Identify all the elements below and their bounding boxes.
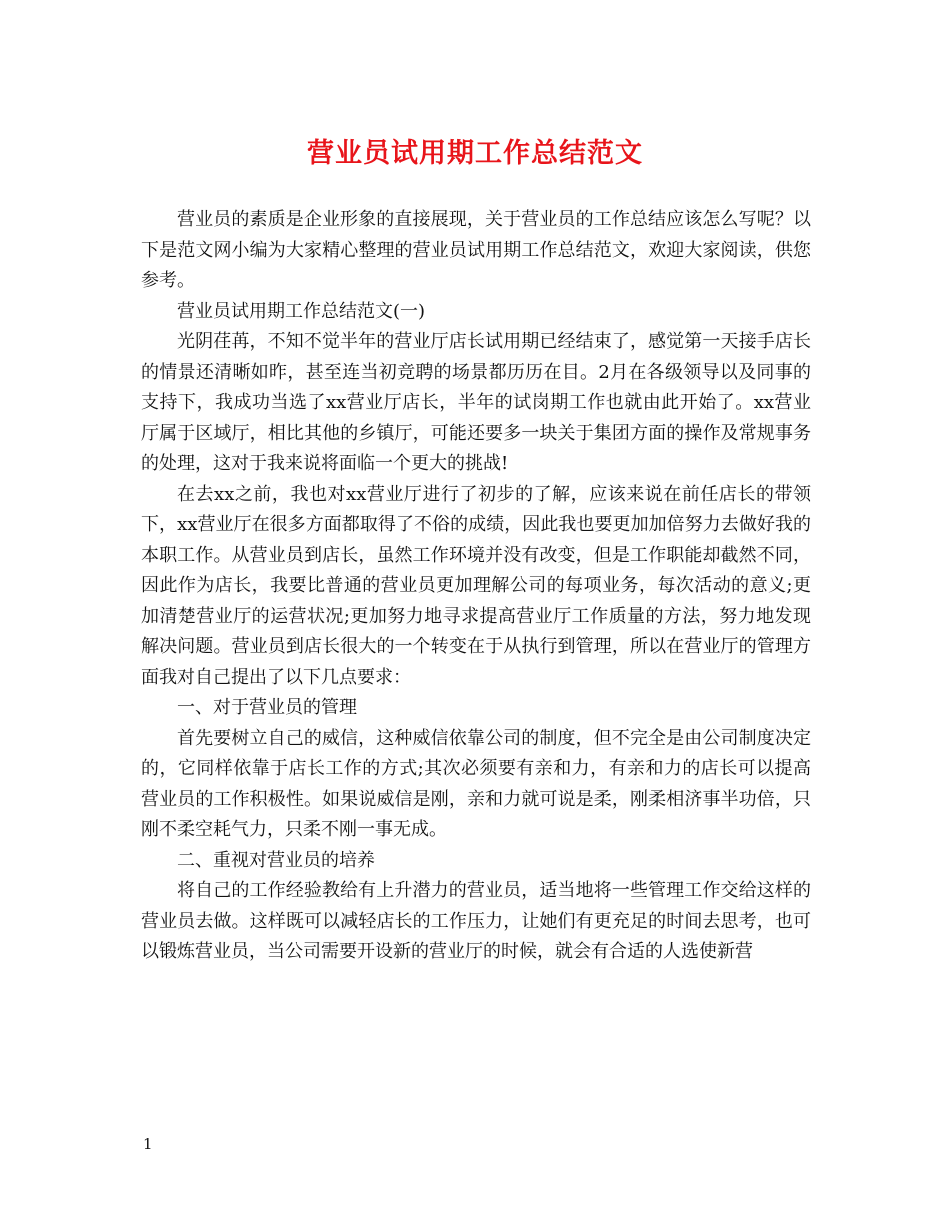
intro-paragraph: 营业员的素质是企业形象的直接展现，关于营业员的工作总结应该怎么写呢？以下是范文网小编为大家精心整理的营业员试用期工作总结范文，欢迎大家阅读，供您参考。 (141, 209, 811, 291)
document-body (141, 205, 811, 968)
document-title: 营业员试用期工作总结范文 (307, 138, 643, 169)
body-paragraph: 光阴荏苒，不知不觉半年的营业厅店长试用期已经结束了，感觉第一天接手店长的情景还清晰如昨，甚至连当初竞聘的场景都历历在目。2月在各级领导以及同事的支持下，我成功当选了xx营业厅店长，半年的试岗期工作也就由此开始了。xx营业厅属于区域厅，相比其他的乡镇厅，可能还要多一块关于集团方面的操作及常规事务的处理，这对于我来说将面临一个更大的挑战! (141, 331, 811, 474)
body-paragraph: 首先要树立自己的威信，这种威信依靠公司的制度，但不完全是由公司制度决定的，它同样依靠于店长工作的方式;其次必须要有亲和力，有亲和力的店长可以提高营业员的工作积极性。如果说威信是刚，亲和力就可说是柔，刚柔相济事半功倍，只刚不柔空耗气力，只柔不刚一事无成。 (141, 727, 811, 840)
section-heading: 营业员试用期工作总结范文(一) (177, 300, 426, 322)
subsection-heading: 二、重视对营业员的培养 (177, 849, 375, 871)
page-number: 1 (143, 1135, 153, 1153)
body-paragraph: 在去xx之前，我也对xx营业厅进行了初步的了解，应该来说在前任店长的带领下，xx营业厅在很多方面都取得了不俗的成绩，因此我也要更加加倍努力去做好我的本职工作。从营业员到店长，虽然工作环境并没有改变，但是工作职能却截然不同，因此作为店长，我要比普通的营业员更加理解公司的每项业务，每次活动的意义;更加清楚营业厅的运营状况;更加努力地寻求提高营业厅工作质量的方法，努力地发现解决问题。营业员到店长很大的一个转变在于从执行到管理，所以在营业厅的管理方面我对自己提出了以下几点要求： (141, 483, 811, 688)
body-paragraph: 将自己的工作经验教给有上升潜力的营业员，适当地将一些管理工作交给这样的营业员去做。这样既可以减轻店长的工作压力，让她们有更充足的时间去思考，也可以锻炼营业员，当公司需要开设新的营业厅的时候，就会有合适的人选使新营 (141, 880, 811, 962)
subsection-heading: 一、对于营业员的管理 (177, 697, 357, 718)
